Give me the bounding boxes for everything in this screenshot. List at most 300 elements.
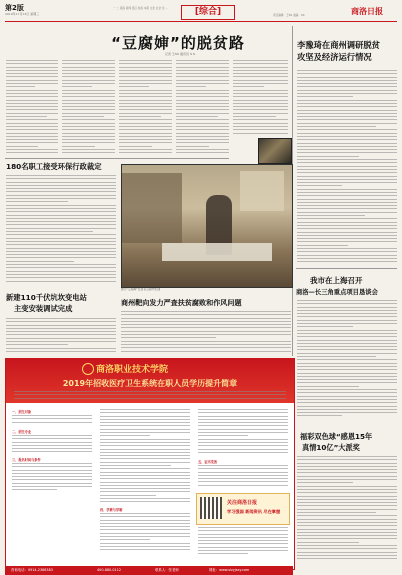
- text-line: [233, 126, 288, 127]
- text-line: [233, 93, 288, 94]
- text-line: [297, 479, 397, 480]
- text-line: [6, 67, 58, 68]
- left-mid-article-body: [6, 175, 116, 285]
- text-line: [233, 63, 288, 64]
- main-article-col4: [176, 60, 229, 156]
- text-line: [100, 416, 190, 417]
- text-line: [6, 139, 58, 140]
- text-line: [119, 67, 172, 68]
- main-headline: “豆腐婶”的脱贫路: [111, 34, 245, 52]
- text-line: [297, 96, 353, 97]
- text-line: [233, 76, 288, 77]
- text-line: [100, 429, 190, 430]
- text-line: [297, 499, 397, 500]
- text-line: [62, 106, 115, 107]
- text-line: [198, 425, 288, 426]
- ad-footer: [5, 566, 293, 575]
- text-line: [6, 228, 116, 229]
- qr-code-icon: [200, 497, 222, 519]
- text-line: [176, 109, 229, 110]
- right-mid-headline-2: 商洛—长三角重点项目恳谈会: [296, 289, 378, 296]
- ad-section-1: 一、招生对象: [12, 410, 32, 414]
- text-line: [6, 129, 58, 130]
- section-name: 综合: [198, 7, 217, 17]
- text-line: [198, 452, 288, 453]
- right-mid-headline-1: 我市在上海召开: [310, 276, 363, 285]
- text-line: [198, 485, 288, 486]
- text-line: [297, 185, 342, 186]
- text-line: [6, 208, 116, 209]
- text-line: [297, 386, 359, 387]
- text-line: [62, 152, 115, 153]
- text-line: [233, 60, 288, 61]
- text-line: [297, 323, 397, 324]
- text-line: [62, 96, 115, 97]
- page-number: 第2版: [5, 4, 24, 12]
- text-line: [297, 77, 397, 78]
- text-line: [6, 211, 116, 212]
- text-line: [12, 489, 57, 490]
- text-line: [100, 425, 190, 426]
- text-line: [100, 523, 190, 524]
- text-line: [176, 149, 229, 150]
- text-line: [100, 468, 190, 469]
- text-line: [176, 73, 229, 74]
- text-line: [100, 432, 190, 433]
- text-line: [176, 136, 229, 137]
- text-line: [62, 129, 115, 130]
- text-line: [297, 70, 397, 71]
- text-line: [198, 527, 288, 528]
- text-line: [6, 231, 93, 232]
- text-line: [297, 169, 397, 170]
- ad-url: 网址：www.slzyjsxy.com: [209, 568, 250, 572]
- text-line: [297, 179, 397, 180]
- text-line: [119, 106, 172, 107]
- text-line: [100, 412, 190, 413]
- text-line: [100, 478, 190, 479]
- text-line: [233, 70, 288, 71]
- text-line: [297, 303, 397, 304]
- ad-section-5-body: [198, 465, 288, 491]
- text-line: [100, 472, 190, 473]
- page-header: [5, 3, 397, 23]
- text-line: [6, 274, 116, 275]
- text-line: [100, 516, 190, 517]
- text-line: [297, 189, 397, 190]
- text-line: [297, 176, 397, 177]
- text-line: [121, 344, 291, 345]
- text-line: [100, 475, 190, 476]
- text-line: [6, 86, 35, 87]
- text-line: [100, 452, 190, 453]
- text-line: [176, 93, 229, 94]
- text-line: [14, 391, 286, 392]
- text-line: [198, 543, 288, 544]
- text-line: [6, 116, 47, 117]
- text-line: [297, 162, 397, 163]
- text-line: [297, 389, 397, 390]
- text-line: [6, 113, 58, 114]
- text-line: [297, 382, 397, 383]
- text-line: [297, 123, 397, 124]
- section-label: [综合]: [181, 5, 235, 20]
- text-line: [6, 254, 116, 255]
- text-line: [297, 192, 397, 193]
- main-byline: 记者 王XX 通讯员 X X: [164, 52, 196, 56]
- text-line: [12, 442, 92, 443]
- text-line: [297, 463, 397, 464]
- text-line: [6, 60, 58, 61]
- text-line: [12, 473, 92, 474]
- text-line: [297, 119, 397, 120]
- text-line: [100, 449, 190, 450]
- text-line: [100, 536, 190, 537]
- text-line: [297, 512, 376, 513]
- text-line: [198, 422, 288, 423]
- text-line: [297, 222, 397, 223]
- text-line: [297, 238, 397, 239]
- text-line: [6, 146, 38, 147]
- text-line: [297, 93, 397, 94]
- text-line: [297, 146, 397, 147]
- photo-shelf: [122, 173, 182, 243]
- text-line: [6, 264, 116, 265]
- text-line: [297, 156, 359, 157]
- ad-title: 2019年招收医疗卫生系统在职人员学历提升简章: [62, 379, 238, 388]
- text-line: [100, 501, 190, 502]
- text-line: [176, 76, 229, 77]
- text-line: [297, 215, 365, 216]
- text-line: [6, 334, 116, 335]
- text-line: [198, 419, 288, 420]
- text-line: [100, 539, 150, 540]
- text-line: [100, 533, 190, 534]
- text-line: [62, 119, 115, 120]
- main-article-col2: [62, 60, 115, 156]
- text-line: [297, 166, 397, 167]
- text-line: [297, 363, 397, 364]
- text-line: [297, 202, 397, 203]
- text-line: [233, 129, 288, 130]
- text-line: [6, 351, 116, 352]
- text-line: [100, 498, 190, 499]
- text-line: [297, 326, 353, 327]
- text-line: [6, 83, 58, 84]
- text-line: [6, 248, 116, 249]
- text-line: [297, 149, 397, 150]
- text-line: [297, 472, 397, 473]
- text-line: [6, 321, 116, 322]
- text-line: [62, 109, 115, 110]
- text-line: [119, 73, 172, 74]
- text-line: [297, 545, 397, 546]
- text-line: [297, 73, 397, 74]
- text-line: [100, 495, 156, 496]
- text-line: [198, 481, 288, 482]
- text-line: [12, 418, 92, 419]
- text-line: [297, 212, 397, 213]
- right-mid-top-rule: [296, 268, 397, 269]
- text-line: [297, 245, 348, 246]
- text-line: [176, 139, 229, 140]
- text-line: [119, 136, 172, 137]
- text-line: [297, 396, 397, 397]
- text-line: [6, 261, 74, 262]
- text-line: [297, 251, 397, 252]
- text-line: [297, 542, 359, 543]
- text-line: [121, 327, 291, 328]
- text-line: [297, 116, 397, 117]
- text-line: [297, 300, 397, 301]
- text-line: [233, 96, 288, 97]
- right-top-article-body: [297, 70, 397, 266]
- text-line: [119, 149, 172, 150]
- main-article-col1: [6, 60, 58, 156]
- text-line: [297, 228, 397, 229]
- ad-contact: 联系人：张老师: [155, 568, 179, 572]
- text-line: [198, 530, 288, 531]
- text-line: [121, 321, 291, 322]
- text-line: [198, 553, 248, 554]
- text-line: [12, 435, 92, 436]
- text-line: [6, 175, 116, 176]
- text-line: [198, 429, 288, 430]
- text-line: [100, 409, 190, 410]
- text-line: [6, 241, 116, 242]
- text-line: [6, 224, 116, 225]
- ad-phone: 咨询电话：0914-2368383: [11, 568, 53, 572]
- text-line: [14, 398, 286, 399]
- text-line: [6, 331, 116, 332]
- ad-section-2-body: [12, 435, 92, 455]
- text-line: [6, 251, 116, 252]
- text-line: [62, 100, 115, 101]
- text-line: [297, 459, 397, 460]
- text-line: [198, 439, 288, 440]
- text-line: [6, 76, 58, 77]
- text-line: [233, 67, 288, 68]
- left-low-headline-2: 主变安装调试完成: [14, 304, 73, 313]
- text-line: [6, 244, 116, 245]
- text-line: [297, 525, 397, 526]
- text-line: [119, 146, 152, 147]
- text-line: [6, 218, 116, 219]
- text-line: [198, 472, 288, 473]
- text-line: [62, 80, 115, 81]
- text-line: [297, 90, 397, 91]
- text-line: [12, 470, 92, 471]
- text-line: [297, 336, 397, 337]
- text-line: [100, 549, 190, 550]
- text-line: [297, 505, 397, 506]
- text-line: [233, 123, 288, 124]
- text-line: [6, 257, 116, 258]
- text-line: [297, 535, 397, 536]
- text-line: [62, 70, 115, 71]
- text-line: [119, 103, 172, 104]
- ad-col-3-tail: [198, 527, 288, 557]
- text-line: [62, 113, 115, 114]
- ad-section-3: 三、报名时间与条件: [12, 458, 41, 462]
- text-line: [121, 337, 216, 338]
- text-line: [100, 543, 190, 544]
- text-line: [297, 255, 397, 256]
- text-line: [100, 439, 190, 440]
- text-line: [297, 558, 397, 559]
- text-line: [297, 208, 397, 209]
- inset-photo: [258, 138, 292, 164]
- text-line: [297, 399, 397, 400]
- left-mid-top-rule: [5, 158, 229, 159]
- text-line: [176, 113, 229, 114]
- text-line: [198, 435, 248, 436]
- text-line: [233, 83, 288, 84]
- text-line: [297, 235, 397, 236]
- text-line: [62, 73, 115, 74]
- text-line: [297, 476, 397, 477]
- text-line: [100, 488, 190, 489]
- text-line: [176, 80, 229, 81]
- text-line: [119, 119, 172, 120]
- text-line: [6, 215, 116, 216]
- text-line: [176, 63, 229, 64]
- text-line: [297, 552, 397, 553]
- text-line: [297, 313, 397, 314]
- text-line: [119, 96, 172, 97]
- photo-caption: 图为“豆腐婶”在自家豆腐坊忙碌: [121, 288, 161, 291]
- text-line: [6, 234, 116, 235]
- text-line: [119, 116, 161, 117]
- text-line: [6, 73, 58, 74]
- text-line: [62, 90, 115, 91]
- text-line: [6, 123, 58, 124]
- text-line: [6, 100, 58, 101]
- text-line: [6, 271, 116, 272]
- text-line: [297, 373, 397, 374]
- text-line: [297, 489, 397, 490]
- text-line: [297, 486, 397, 487]
- text-line: [121, 347, 291, 348]
- text-line: [297, 532, 397, 533]
- text-line: [233, 103, 288, 104]
- text-line: [6, 318, 116, 319]
- text-line: [297, 232, 397, 233]
- text-line: [198, 432, 288, 433]
- text-line: [297, 346, 397, 347]
- text-line: [6, 185, 116, 186]
- text-line: [297, 349, 397, 350]
- text-line: [6, 198, 116, 199]
- text-line: [297, 139, 397, 140]
- ad-school-name: 商洛职业技术学院: [96, 365, 169, 375]
- text-line: [297, 143, 397, 144]
- text-line: [297, 409, 397, 410]
- text-line: [297, 340, 397, 341]
- text-line: [119, 152, 172, 153]
- text-line: [62, 126, 115, 127]
- photo-window: [240, 171, 284, 211]
- text-line: [12, 445, 92, 446]
- text-line: [119, 83, 172, 84]
- text-line: [119, 100, 172, 101]
- text-line: [297, 205, 397, 206]
- text-line: [198, 412, 288, 413]
- ad-col-3: [198, 409, 288, 457]
- ad-section-2: 二、招生专业: [12, 430, 32, 434]
- text-line: [6, 325, 116, 326]
- text-line: [62, 76, 115, 77]
- text-line: [297, 356, 376, 357]
- text-line: [121, 324, 291, 325]
- text-line: [297, 366, 397, 367]
- text-line: [297, 406, 397, 407]
- text-line: [297, 369, 397, 370]
- text-line: [6, 221, 116, 222]
- text-line: [121, 351, 291, 352]
- text-line: [297, 402, 397, 403]
- school-ad: [5, 358, 295, 570]
- text-line: [12, 422, 92, 423]
- ad-section-3-body: [12, 463, 92, 493]
- text-line: [297, 110, 397, 111]
- text-line: [100, 465, 171, 466]
- text-line: [198, 537, 288, 538]
- text-line: [176, 106, 229, 107]
- text-line: [297, 86, 397, 87]
- text-line: [297, 519, 397, 520]
- text-line: [121, 331, 291, 332]
- main-article-col5: [233, 60, 288, 138]
- text-line: [119, 86, 149, 87]
- text-line: [176, 119, 229, 120]
- text-line: [297, 515, 397, 516]
- text-line: [62, 142, 115, 143]
- text-line: [6, 267, 116, 268]
- text-line: [297, 555, 397, 556]
- text-line: [12, 466, 92, 467]
- text-line: [176, 142, 229, 143]
- date-line: 2019年11月13日 星期三: [5, 12, 40, 16]
- text-line: [62, 67, 115, 68]
- text-line: [6, 341, 116, 342]
- text-line: [6, 109, 58, 110]
- right-low-article-body: [297, 456, 397, 564]
- text-line: [12, 476, 92, 477]
- text-line: [119, 133, 172, 134]
- text-line: [119, 80, 172, 81]
- text-line: [297, 241, 397, 242]
- text-line: [100, 458, 190, 459]
- text-line: [233, 90, 288, 91]
- text-line: [233, 109, 288, 110]
- text-line: [297, 529, 397, 530]
- text-line: [297, 496, 397, 497]
- ad-section-1-body: [12, 415, 92, 427]
- text-line: [6, 188, 116, 189]
- text-line: [198, 442, 288, 443]
- text-line: [297, 333, 397, 334]
- text-line: [6, 191, 116, 192]
- text-line: [233, 73, 288, 74]
- text-line: [297, 182, 397, 183]
- text-line: [176, 100, 229, 101]
- text-line: [297, 376, 397, 377]
- main-article-col3: [119, 60, 172, 156]
- text-line: [198, 540, 288, 541]
- text-line: [6, 63, 58, 64]
- text-line: [6, 201, 68, 202]
